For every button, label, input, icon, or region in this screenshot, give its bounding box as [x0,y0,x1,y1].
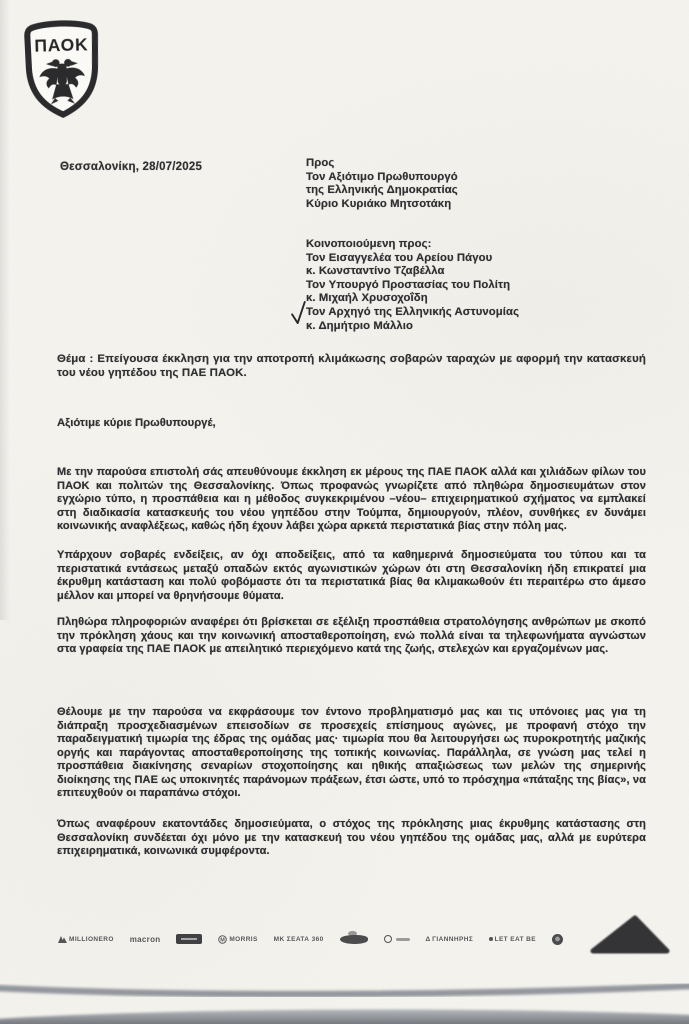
scan-artifact-triangle [588,912,672,956]
to-line: της Ελληνικής Δημοκρατίας [306,184,458,197]
scan-shadow-bottom-strip [0,1009,689,1024]
scan-bottom-shadow-bands [0,975,689,1024]
sponsor-label: MORRIS [229,935,258,943]
ring-logo-icon [384,935,392,943]
cc-item: κ. Δημήτριο Μάλλιο [306,319,413,332]
cc-label: Κοινοποιούμενη προς: [306,238,432,250]
to-line: Κύριο Κυριάκο Μητσοτάκη [306,197,452,210]
cc-item-checked: Τον Αρχηγό της Ελληνικής Αστυνομίας [306,305,520,318]
sponsor-round-emblem [552,934,563,945]
cc-item: Τον Υπουργό Προστασίας του Πολίτη [306,278,511,291]
sponsor-label: LET EAT BE [494,935,537,943]
cc-item: Τον Εισαγγελέα του Αρείου Πάγου [306,251,493,264]
to-label: Προς [306,157,335,169]
ring-logo-wordmark [396,938,410,941]
sponsor-ring [384,935,410,943]
sponsor-macron [130,935,161,944]
sponsor-label: ΜΚ ΣΕΑΤΑ 360 [273,935,324,943]
greeting: Αξιότιμε κύριε Πρωθυπουργέ, [57,417,216,429]
sponsor-label: MILLIONERO [69,935,114,943]
sponsor-mk-seata-360 [274,936,324,943]
scan-left-edge-shadow [0,0,10,620]
sponsor-millionero [58,935,114,943]
dark-badge-logo [176,934,202,944]
sponsor-dark-badge [176,934,202,944]
sponsor-gianniris [425,936,473,943]
paragraph-1: Με την παρούσα επιστολή σάς απευθύνουμε έκκληση εκ μέρους της ΠΑΕ ΠΑΟΚ αλλά και χιλιάδων φίλων του ΠΑΟΚ και πολιτών της Θεσσαλονίκης. Όπως προφανώς γνωρίζετε από πληθώρα δημοσιευμάτων στον εγχώριο τύπο, η προσπάθεια και η μέθοδος συγκεκριμένου –νέου– επιχειρηματικού σχήματος να εμπλακεί στη διαδικασία κατασκευής του νέου γηπέδου στην Τούμπα, δημιουργούν, πλέον, συνθήκες εν δυνάμει κοινωνικής αναφλέξεως, καθώς ήδη έχουν λάβει χώρα αρκετά περιστατικά βίας στην πόλη μας. [57,466,646,532]
dot-icon [489,937,493,941]
scan-shadow-arc [0,986,689,994]
delta-icon: Δ [425,935,431,943]
svg-text:M: M [220,937,226,944]
sponsor-label: macron [129,934,161,944]
circle-m-icon [218,935,227,944]
paragraph-4: Θέλουμε με την παρούσα να εκφράσουμε τον έντονο προβληματισμό μας και τις υπόνοιες μας για τη διάπραξη προσχεδιασμένων επεισοδίων σε προσεχείς επίσημους αγώνες, με προφανή στόχο την παραδειγματική τιμωρία της έδρας της ομάδας μας· τιμωρία που θα λειτουργήσει ως πυροκροτητής μαζικής οργής και παράγοντας αποσταθεροποίησης της τοπικής κοινωνίας. Παράλληλα, σε γνώση μας τελεί η προσπάθεια διακίνησης σεναρίων στοχοποίησης και ηθικής απαξιώσεως των μελών της σημερινής διοίκησης της ΠΑΕ ως υποκινητές παράνομων πράξεων, έτσι ώστε, υπό το πρόσχημα «πάταξης της βίας», να επιτευχθούν οι παραπάνω στόχοι. [57,706,646,799]
sponsor-dark-blob [340,935,368,944]
paragraph-2: Υπάρχουν σοβαρές ενδείξεις, αν όχι αποδείξεις, από τα καθημερινά δημοσιεύματα του τύπου και τα περιστατικά εντάσεως μεταξύ οπαδών εκτός αγωνιστικών χώρων ότι στη Θεσσαλονίκη ήδη επικρατεί μια έκρυθμη κατάσταση και πολύ φοβόμαστε ότι τα περιστατικά βίας θα κλιμακωθούν έτι περαιτέρω στο άμεσο μέλλον και μπορεί να θρηνήσουμε θύματα. [57,549,646,602]
cc-item: κ. Κωνσταντίνο Τζαβέλλα [306,265,445,278]
sponsor-morris [218,935,257,944]
handwritten-checkmark-icon [290,301,307,325]
cc-block [306,238,519,333]
cc-item: κ. Μιχαήλ Χρυσοχοΐδη [306,292,428,305]
paragraph-3: Πληθώρα πληροφοριών αναφέρει ότι βρίσκεται σε εξέλιξη προσπάθεια στρατολόγησης ανθρώπων με σκοπό την πρόκληση χάους και την κοινωνική αποσταθεροποίηση, ενώ πολλά είναι τα τηλεφωνήματα αγνώστων στα γραφεία της ΠΑΕ ΠΑΟΚ με απειλητικό περιεχόμενο κατά της ζωής, στελεχών και εργαζομένων μας. [57,616,646,655]
mountain-icon [58,935,67,943]
sponsor-logo-strip [58,928,563,950]
crest-text: ΠΑΟΚ [34,34,89,56]
paok-crest-logo [23,19,102,119]
sponsor-label: ΓΙΑΝΝΗΡΗΣ [432,935,474,943]
round-emblem-logo [552,934,563,945]
recipient-block [306,157,458,211]
dark-blob-logo [340,935,368,944]
to-line: Τον Αξιότιμο Πρωθυπουργό [306,170,458,183]
paragraph-5: Όπως αναφέρουν εκατοντάδες δημοσιεύματα, ο στόχος της πρόκλησης μιας έκρυθμης κατάστασης στη Θεσσαλονίκη συνδέεται όχι μόνο με την κατασκευή του νέου γηπέδου της ομάδας μας, αλλά με ευρύτερα επιχειρηματικά, κοινωνικά συμφέροντα. [57,818,646,857]
place-date: Θεσσαλονίκη, 28/07/2025 [60,161,203,173]
subject-line: Θέμα : Επείγουσα έκκληση για την αποτροπή κλιμάκωσης σοβαρών ταραχών με αφορμή την κατασκευή του νέου γηπέδου της ΠΑΕ ΠΑΟΚ. [57,353,646,380]
sponsor-let-eat-be [489,936,536,943]
